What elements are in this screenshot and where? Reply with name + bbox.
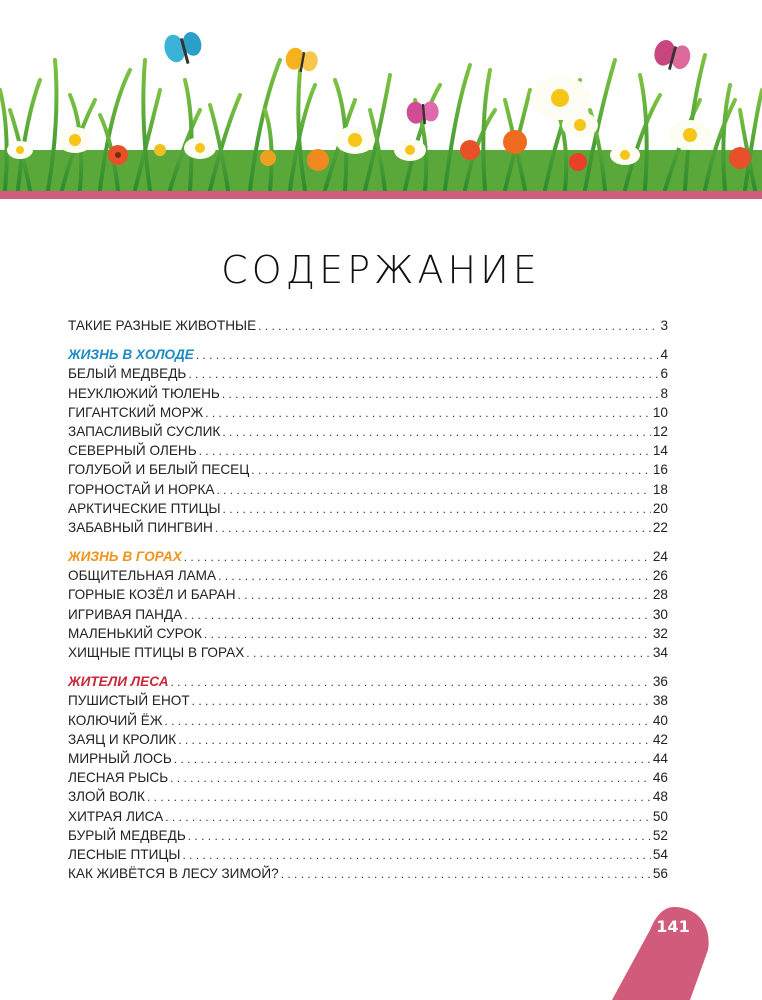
toc-entry[interactable]: [68, 691, 668, 710]
toc-entry-page: 12: [652, 423, 668, 439]
toc-entry[interactable]: [68, 585, 668, 604]
toc-entry-page: 8: [660, 385, 668, 401]
toc-entry-page: 46: [652, 770, 668, 786]
toc-entry[interactable]: [68, 845, 668, 864]
toc-entry[interactable]: [68, 768, 668, 787]
toc-entry-page: 44: [652, 750, 668, 766]
toc-entry-label: МИРНЫЙ ЛОСЬ: [68, 750, 172, 766]
toc-entry-label: ПУШИСТЫЙ ЕНОТ: [68, 693, 190, 709]
page-title: СОДЕРЖАНИЕ: [221, 248, 541, 292]
dot-leader: [238, 586, 651, 605]
table-of-contents: [68, 316, 668, 883]
toc-entry-page: 14: [652, 443, 668, 459]
toc-entry-label: ЗЛОЙ ВОЛК: [68, 789, 145, 805]
toc-entry[interactable]: [68, 643, 668, 662]
toc-entry[interactable]: [68, 403, 668, 422]
dot-leader: [184, 606, 651, 625]
toc-entry-page: 34: [652, 645, 668, 660]
meadow-illustration: [0, 0, 762, 200]
dot-leader: [281, 865, 651, 884]
toc-entry-page: 10: [652, 404, 668, 420]
butterfly-yellow-icon: [284, 46, 320, 74]
toc-entry-page: 36: [652, 674, 668, 690]
toc-entry-label: ХИЩНЫЕ ПТИЦЫ В ГОРАХ: [68, 645, 245, 660]
toc-entry[interactable]: [68, 864, 668, 883]
toc-entry-label: БЕЛЫЙ МЕДВЕДЬ: [68, 366, 187, 382]
toc-entry-label: НЕУКЛЮЖИЙ ТЮЛЕНЬ: [68, 385, 220, 401]
toc-entry-label: КОЛЮЧИЙ ЁЖ: [68, 712, 163, 728]
toc-entry[interactable]: [68, 499, 668, 518]
toc-entry[interactable]: [68, 787, 668, 806]
section-title: ЖИТЕЛИ ЛЕСА: [68, 674, 169, 690]
dot-leader: [188, 365, 658, 384]
toc-entry-page: 30: [652, 606, 668, 622]
dot-leader: [222, 385, 659, 404]
toc-entry-label: БУРЫЙ МЕДВЕДЬ: [68, 827, 186, 843]
toc-entry-label: МАЛЕНЬКИЙ СУРОК: [68, 625, 202, 641]
toc-entry-label: ГИГАНТСКИЙ МОРЖ: [68, 404, 204, 420]
toc-entry[interactable]: [68, 441, 668, 460]
toc-entry-page: 32: [652, 625, 668, 641]
toc-entry-page: 22: [652, 519, 668, 535]
dot-leader: [246, 644, 651, 663]
toc-entry[interactable]: [68, 730, 668, 749]
toc-entry-label: ГОЛУБОЙ И БЕЛЫЙ ПЕСЕЦ: [68, 462, 250, 478]
toc-entry-label: ГОРНОСТАЙ И НОРКА: [68, 481, 215, 497]
dot-leader: [171, 673, 651, 692]
dot-leader: [204, 625, 651, 644]
butterfly-magenta-icon: [651, 38, 693, 74]
toc-entry[interactable]: [68, 422, 668, 441]
toc-entry-label: ОБЩИТЕЛЬНАЯ ЛАМА: [68, 568, 217, 584]
toc-entry-page: 26: [652, 568, 668, 584]
toc-entry-page: 42: [652, 731, 668, 747]
toc-entry[interactable]: [68, 807, 668, 826]
toc-entry-page: 52: [652, 827, 668, 843]
toc-entry[interactable]: [68, 605, 668, 624]
toc-entry-page: 54: [652, 846, 668, 862]
dot-leader: [184, 548, 651, 567]
page-number: 141: [656, 917, 690, 936]
toc-entry[interactable]: [68, 460, 668, 479]
toc-entry-page: 6: [660, 366, 668, 382]
toc-entry[interactable]: [68, 518, 668, 537]
toc-entry[interactable]: [68, 624, 668, 643]
toc-entry[interactable]: [68, 480, 668, 499]
toc-entry-page: 38: [652, 693, 668, 709]
dot-leader: [215, 519, 651, 538]
dot-leader: [258, 317, 658, 336]
toc-entry[interactable]: [68, 364, 668, 383]
dot-leader: [192, 692, 651, 711]
dot-leader: [182, 846, 650, 865]
dot-leader: [147, 788, 651, 807]
toc-entry-page: 48: [652, 789, 668, 805]
toc-entry-page: 40: [652, 712, 668, 728]
section-title: ЖИЗНЬ В ХОЛОДЕ: [68, 347, 194, 363]
dot-leader: [165, 808, 651, 827]
toc-entry-label: ЗАЯЦ И КРОЛИК: [68, 731, 177, 747]
toc-entry-page: 28: [652, 587, 668, 603]
dot-leader: [251, 461, 651, 480]
toc-entry[interactable]: [68, 749, 668, 768]
toc-entry[interactable]: [68, 566, 668, 585]
dot-leader: [222, 423, 651, 442]
toc-entry-label: КАК ЖИВЁТСЯ В ЛЕСУ ЗИМОЙ?: [68, 866, 279, 882]
toc-entry-label: ЛЕСНЫЕ ПТИЦЫ: [68, 846, 181, 862]
toc-entry[interactable]: [68, 711, 668, 730]
dot-leader: [188, 827, 651, 846]
toc-section-heading[interactable]: [68, 345, 668, 364]
grass-blades: [0, 55, 762, 190]
toc-entry-label: ЗАПАСЛИВЫЙ СУСЛИК: [68, 423, 221, 439]
toc-entry-label: ИГРИВАЯ ПАНДА: [68, 606, 183, 622]
toc-section-heading[interactable]: [68, 672, 668, 691]
toc-entry[interactable]: [68, 316, 668, 335]
toc-entry-label: СЕВЕРНЫЙ ОЛЕНЬ: [68, 443, 197, 459]
dot-leader: [199, 442, 651, 461]
toc-entry-label: ЗАБАВНЫЙ ПИНГВИН: [68, 519, 213, 535]
toc-entry-label: ЛЕСНАЯ РЫСЬ: [68, 770, 169, 786]
butterfly-blue-icon: [161, 28, 205, 68]
toc-entry-page: 18: [652, 481, 668, 497]
toc-entry[interactable]: [68, 826, 668, 845]
toc-entry[interactable]: [68, 384, 668, 403]
toc-entry-page: 4: [660, 347, 668, 363]
dot-leader: [178, 731, 651, 750]
dot-leader: [205, 404, 651, 423]
dot-leader: [216, 481, 650, 500]
dot-leader: [164, 712, 650, 731]
meadow-banner: [0, 0, 762, 200]
dot-leader: [196, 346, 659, 365]
toc-entry-label: ТАКИЕ РАЗНЫЕ ЖИВОТНЫЕ: [68, 318, 257, 333]
toc-entry-page: 56: [652, 866, 668, 882]
dot-leader: [174, 750, 651, 769]
toc-entry-page: 16: [652, 462, 668, 478]
pink-divider: [0, 191, 762, 199]
section-title: ЖИЗНЬ В ГОРАХ: [68, 549, 182, 565]
toc-section-heading[interactable]: [68, 547, 668, 566]
dot-leader: [218, 567, 651, 586]
dot-leader: [170, 769, 651, 788]
toc-entry-label: ГОРНЫЕ КОЗЁЛ И БАРАН: [68, 587, 236, 603]
dot-leader: [223, 500, 651, 519]
toc-entry-page: 20: [652, 500, 668, 516]
toc-entry-label: ХИТРАЯ ЛИСА: [68, 808, 164, 824]
toc-entry-label: АРКТИЧЕСКИЕ ПТИЦЫ: [68, 500, 221, 516]
butterfly-icons: [161, 28, 693, 125]
toc-entry-page: 50: [652, 808, 668, 824]
toc-entry-page: 3: [660, 318, 668, 333]
toc-entry-page: 24: [652, 549, 668, 565]
